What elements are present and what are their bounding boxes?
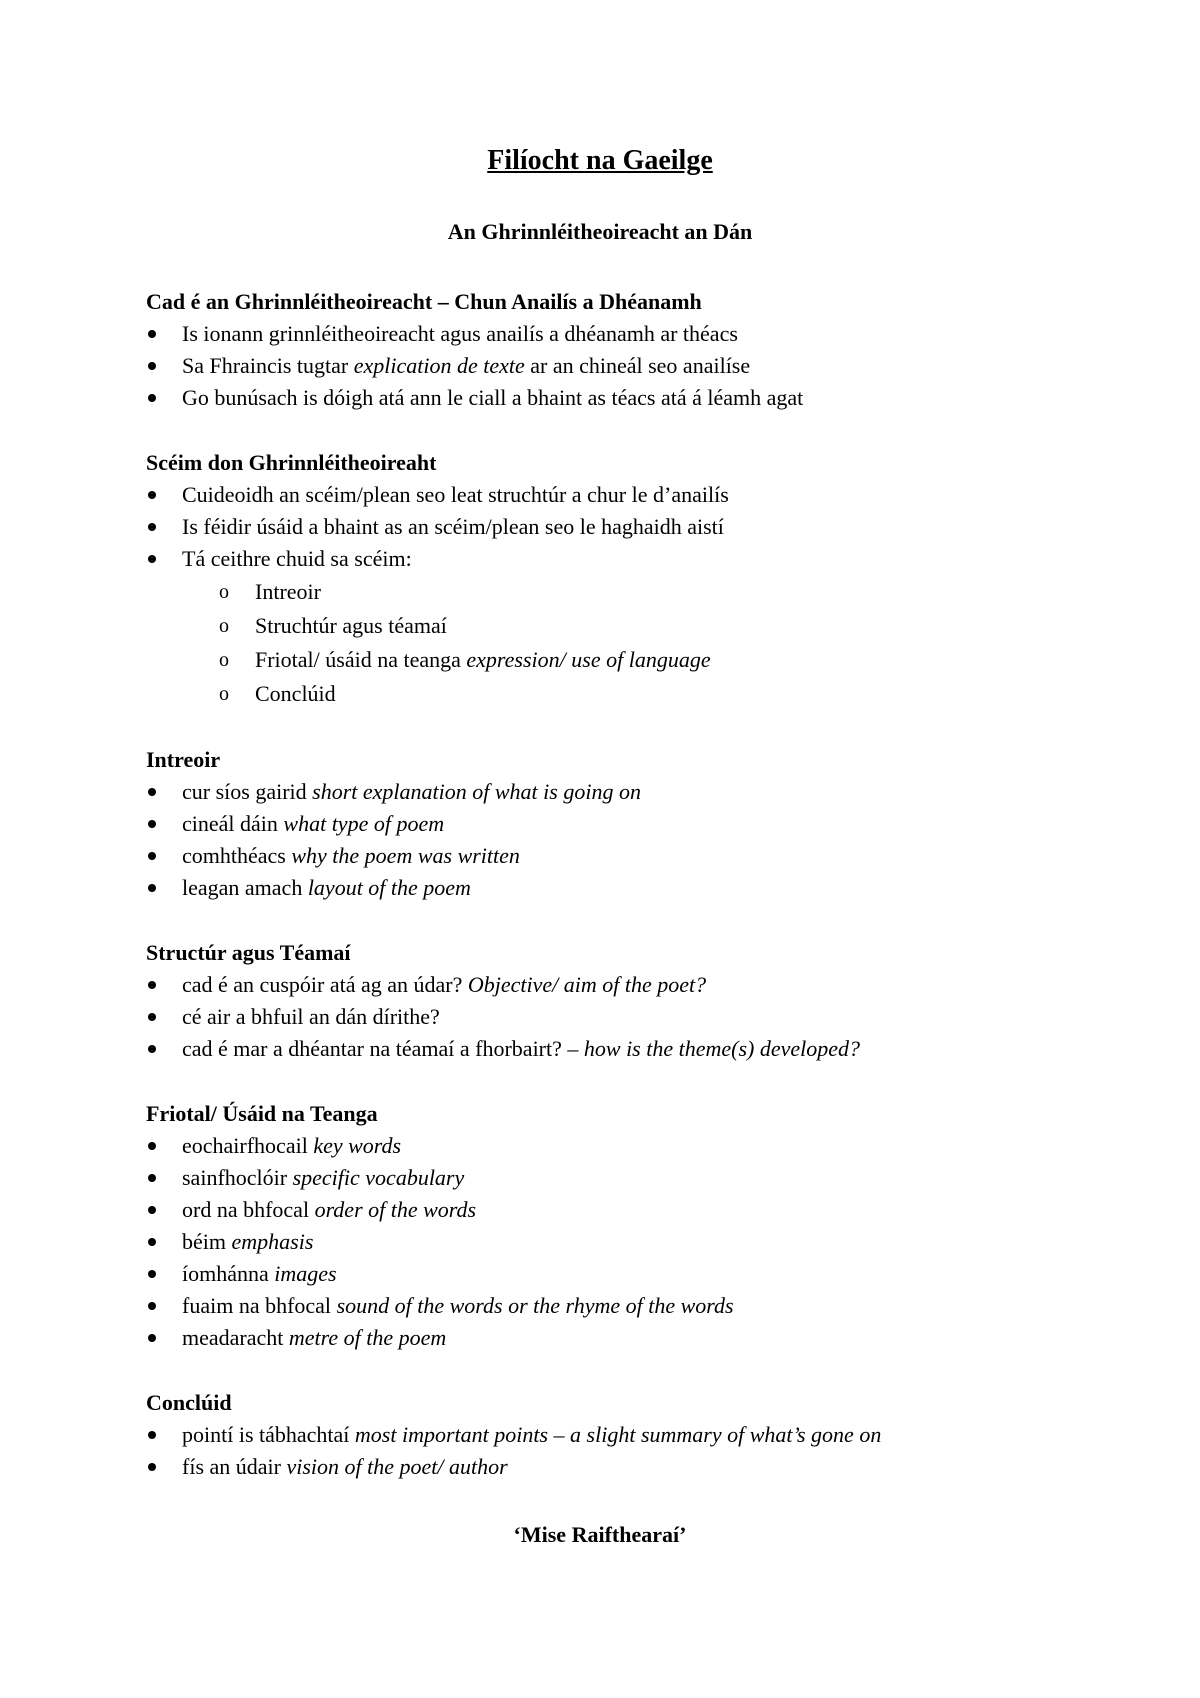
english-gloss: order of the words bbox=[314, 1197, 477, 1222]
list-item bbox=[146, 1226, 1146, 1258]
english-gloss: explication de texte bbox=[353, 353, 525, 378]
list-item bbox=[146, 511, 1146, 543]
document-body bbox=[146, 286, 1146, 1516]
section-heading: Conclúid bbox=[146, 1390, 232, 1415]
sub-list-item bbox=[146, 643, 1146, 677]
irish-text: Is ionann grinnléitheoireacht agus anailís a dhéanamh ar théacs bbox=[182, 321, 738, 346]
list-item bbox=[146, 1162, 1146, 1194]
section bbox=[146, 1098, 1146, 1354]
bullet-icon bbox=[148, 1142, 156, 1150]
english-gloss: Objective/ aim of the poet? bbox=[467, 972, 707, 997]
irish-text: Is féidir úsáid a bhaint as an scéim/plean seo le haghaidh aistí bbox=[182, 514, 724, 539]
bullet-list bbox=[146, 1130, 1146, 1354]
document-title: Filíocht na Gaeilge bbox=[487, 145, 713, 176]
bullet-icon bbox=[148, 1174, 156, 1182]
irish-text: cad é an cuspóir atá ag an údar? bbox=[182, 972, 468, 997]
irish-text: béim bbox=[182, 1229, 232, 1254]
list-item bbox=[146, 1322, 1146, 1354]
sub-list-item bbox=[146, 575, 1146, 609]
list-item bbox=[146, 840, 1146, 872]
english-gloss: layout of the poem bbox=[307, 875, 471, 900]
bullet-icon bbox=[148, 394, 156, 402]
section-heading: Cad é an Ghrinnléitheoireacht – Chun Anailís a Dhéanamh bbox=[146, 289, 702, 314]
english-gloss: sound of the words or the rhyme of the words bbox=[336, 1293, 734, 1318]
irish-text: Friotal/ úsáid na teanga bbox=[255, 647, 467, 672]
list-item bbox=[146, 479, 1146, 511]
irish-text: ar an chineál seo anailíse bbox=[524, 353, 751, 378]
list-item bbox=[146, 1290, 1146, 1322]
list-item bbox=[146, 1033, 1146, 1065]
circle-bullet-icon: o bbox=[219, 649, 229, 671]
irish-text: leagan amach bbox=[182, 875, 308, 900]
list-item bbox=[146, 1419, 1146, 1451]
bullet-icon bbox=[148, 1270, 156, 1278]
bullet-icon bbox=[148, 555, 156, 563]
list-item bbox=[146, 969, 1146, 1001]
irish-text: cur síos gairid bbox=[182, 779, 313, 804]
list-item bbox=[146, 1194, 1146, 1226]
irish-text: ord na bhfocal bbox=[182, 1197, 315, 1222]
bullet-icon bbox=[148, 788, 156, 796]
irish-text: meadaracht bbox=[182, 1325, 289, 1350]
list-item bbox=[146, 382, 1146, 414]
bullet-icon bbox=[148, 1431, 156, 1439]
list-item bbox=[146, 808, 1146, 840]
irish-text: Tá ceithre chuid sa scéim: bbox=[182, 546, 412, 571]
list-item bbox=[146, 1001, 1146, 1033]
bullet-icon bbox=[148, 330, 156, 338]
list-item bbox=[146, 872, 1146, 904]
irish-text: cad é mar a dhéantar na téamaí a fhorbairt? bbox=[182, 1036, 568, 1061]
section bbox=[146, 937, 1146, 1065]
english-gloss: images bbox=[274, 1261, 337, 1286]
irish-text: sainfhoclóir bbox=[182, 1165, 293, 1190]
section-heading: Friotal/ Úsáid na Teanga bbox=[146, 1101, 378, 1126]
irish-text: pointí is tábhachtaí bbox=[182, 1422, 355, 1447]
english-gloss: metre of the poem bbox=[288, 1325, 447, 1350]
irish-text: cineál dáin bbox=[182, 811, 284, 836]
bullet-icon bbox=[148, 1334, 156, 1342]
english-gloss: vision of the poet/ author bbox=[286, 1454, 508, 1479]
poem-title: ‘Mise Raifthearaí’ bbox=[513, 1522, 687, 1547]
bullet-icon bbox=[148, 362, 156, 370]
irish-text: Go bunúsach is dóigh atá ann le ciall a bhaint as téacs atá á léamh agat bbox=[182, 385, 804, 410]
list-item bbox=[146, 318, 1146, 350]
bullet-icon bbox=[148, 1302, 156, 1310]
section bbox=[146, 286, 1146, 414]
list-item bbox=[146, 1130, 1146, 1162]
irish-text: cé air a bhfuil an dán dírithe? bbox=[182, 1004, 440, 1029]
irish-text: Conclúid bbox=[255, 681, 336, 706]
sub-list-item bbox=[146, 677, 1146, 711]
bullet-icon bbox=[148, 1238, 156, 1246]
bullet-icon bbox=[148, 1045, 156, 1053]
irish-text: Struchtúr agus téamaí bbox=[255, 613, 447, 638]
list-item bbox=[146, 776, 1146, 808]
english-gloss: short explanation of what is going on bbox=[312, 779, 641, 804]
english-gloss: emphasis bbox=[231, 1229, 314, 1254]
bullet-list bbox=[146, 1419, 1146, 1483]
bullet-icon bbox=[148, 884, 156, 892]
irish-text: Cuideoidh an scéim/plean seo leat struchtúr a chur le d’anailís bbox=[182, 482, 729, 507]
english-gloss: specific vocabulary bbox=[292, 1165, 465, 1190]
english-gloss: expression/ use of language bbox=[466, 647, 711, 672]
circle-bullet-icon: o bbox=[219, 581, 229, 603]
bullet-list bbox=[146, 479, 1146, 575]
irish-text: comhthéacs bbox=[182, 843, 292, 868]
circle-bullet-icon: o bbox=[219, 615, 229, 637]
bullet-icon bbox=[148, 491, 156, 499]
document-subtitle: An Ghrinnléitheoireacht an Dán bbox=[447, 219, 753, 244]
section bbox=[146, 1387, 1146, 1483]
bullet-icon bbox=[148, 852, 156, 860]
irish-text: eochairfhocail bbox=[182, 1133, 314, 1158]
sub-bullet-list bbox=[146, 575, 1146, 711]
list-item bbox=[146, 1451, 1146, 1483]
sub-list-item bbox=[146, 609, 1146, 643]
bullet-icon bbox=[148, 1206, 156, 1214]
circle-bullet-icon: o bbox=[219, 683, 229, 705]
bullet-icon bbox=[148, 820, 156, 828]
section-heading: Scéim don Ghrinnléitheoireaht bbox=[146, 450, 437, 475]
english-gloss: what type of poem bbox=[283, 811, 445, 836]
bullet-icon bbox=[148, 1463, 156, 1471]
english-gloss: most important points – a slight summary of what’s gone on bbox=[354, 1422, 882, 1447]
irish-text: fuaim na bhfocal bbox=[182, 1293, 337, 1318]
english-gloss: why the poem was written bbox=[291, 843, 520, 868]
section bbox=[146, 447, 1146, 711]
bullet-list bbox=[146, 318, 1146, 414]
list-item bbox=[146, 350, 1146, 382]
bullet-list bbox=[146, 776, 1146, 904]
english-gloss: key words bbox=[313, 1133, 402, 1158]
list-item bbox=[146, 1258, 1146, 1290]
irish-text: Intreoir bbox=[255, 579, 321, 604]
bullet-icon bbox=[148, 523, 156, 531]
irish-text: Sa Fhraincis tugtar bbox=[182, 353, 354, 378]
bullet-icon bbox=[148, 1013, 156, 1021]
bullet-icon bbox=[148, 981, 156, 989]
bullet-list bbox=[146, 969, 1146, 1065]
irish-text: fís an údair bbox=[182, 1454, 287, 1479]
section bbox=[146, 744, 1146, 904]
irish-text: íomhánna bbox=[182, 1261, 275, 1286]
section-heading: Intreoir bbox=[146, 747, 221, 772]
english-gloss: – how is the theme(s) developed? bbox=[567, 1036, 861, 1061]
section-heading: Structúr agus Téamaí bbox=[146, 940, 351, 965]
list-item bbox=[146, 543, 1146, 575]
